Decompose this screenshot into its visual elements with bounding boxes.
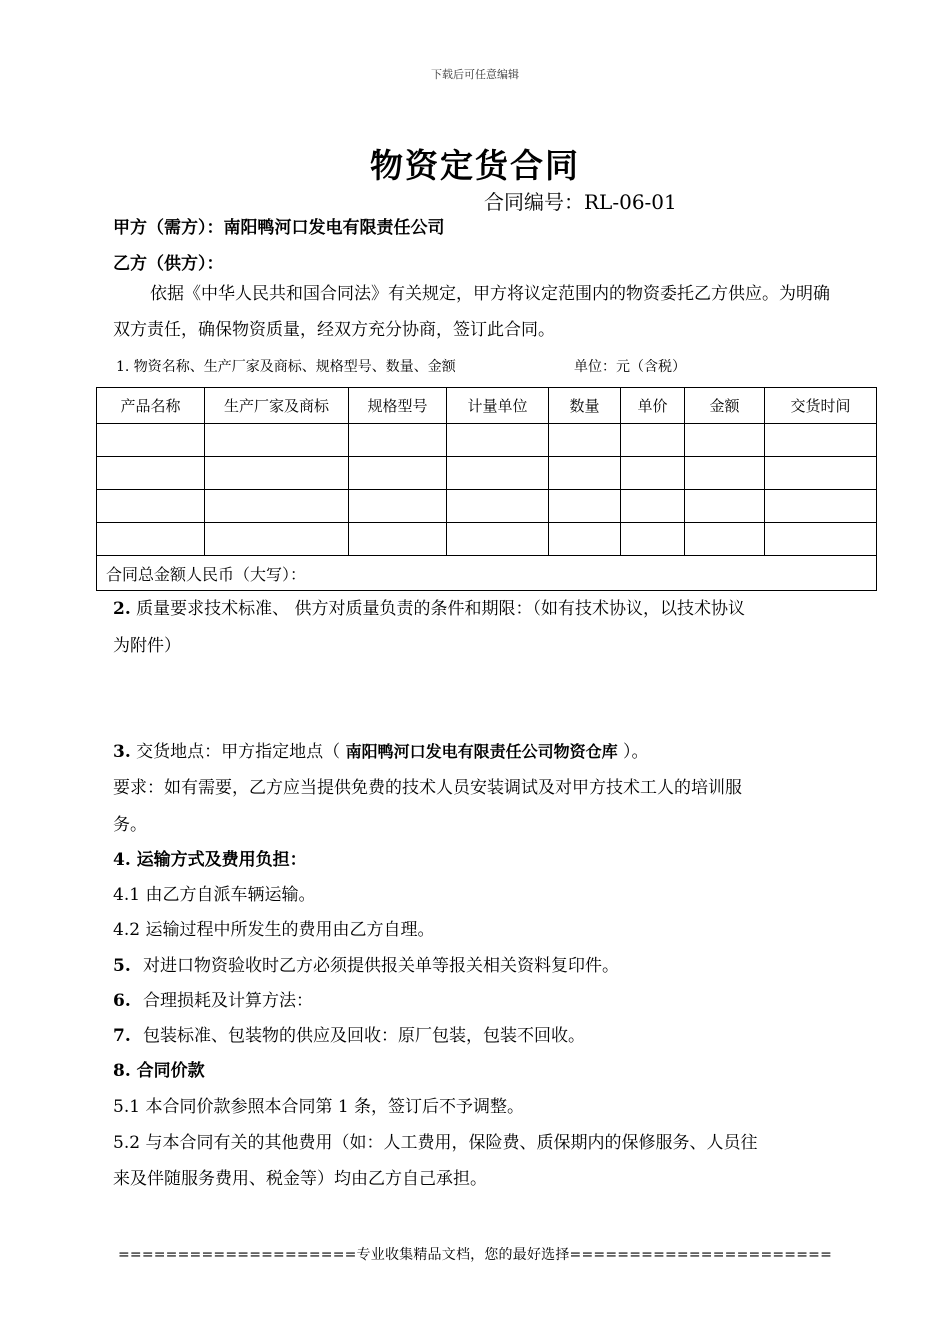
col-unit: 计量单位 — [447, 388, 549, 424]
table-cell[interactable] — [765, 490, 877, 523]
table-cell[interactable] — [205, 457, 349, 490]
table-row — [97, 523, 877, 556]
table-total-row — [97, 556, 877, 591]
goods-table — [96, 387, 877, 591]
col-spec-model: 规格型号 — [349, 388, 447, 424]
table-cell[interactable] — [447, 490, 549, 523]
table-cell[interactable] — [765, 523, 877, 556]
section-3-suffix: ）。 — [617, 742, 649, 762]
table-cell[interactable] — [349, 523, 447, 556]
section-3-line — [113, 737, 648, 762]
section-6-number: 6. — [113, 991, 131, 1011]
section-3-requirement-1: 要求：如有需要，乙方应当提供免费的技术人员安装调试及对甲方技术工人的培训服 — [113, 778, 742, 798]
section-8-item-2-line-2: 来及伴随服务费用、税金等）均由乙方自己承担。 — [113, 1169, 487, 1189]
section-4-title: 4. 运输方式及费用负担： — [113, 850, 307, 870]
section-7 — [113, 1021, 585, 1046]
table-cell[interactable] — [447, 523, 549, 556]
col-manufacturer: 生产厂家及商标 — [205, 388, 349, 424]
table-row — [97, 490, 877, 523]
table-cell[interactable] — [549, 424, 621, 457]
section-1-label: 1. 物资名称、生产厂家及商标、规格型号、数量、金额 — [116, 359, 456, 375]
section-5-number: 5. — [113, 956, 131, 976]
footer-banner: ====================专业收集精品文档，您的最好选择====================== — [117, 1247, 833, 1263]
section-2-number: 2. — [113, 599, 131, 619]
table-cell[interactable] — [205, 424, 349, 457]
section-8-title: 8. 合同价款 — [113, 1061, 205, 1081]
table-cell[interactable] — [685, 490, 765, 523]
col-amount: 金额 — [685, 388, 765, 424]
table-cell[interactable] — [621, 490, 685, 523]
table-cell[interactable] — [549, 490, 621, 523]
header-note: 下载后可任意编辑 — [431, 68, 519, 81]
section-7-text: 包装标准、包装物的供应及回收：原厂包装，包装不回收。 — [143, 1026, 585, 1046]
table-cell[interactable] — [97, 424, 205, 457]
table-cell[interactable] — [765, 424, 877, 457]
table-cell[interactable] — [621, 457, 685, 490]
table-cell[interactable] — [349, 457, 447, 490]
section-5-text: 对进口物资验收时乙方必须提供报关单等报关相关资料复印件。 — [143, 956, 619, 976]
section-2-line-1 — [113, 594, 745, 619]
col-product-name: 产品名称 — [97, 388, 205, 424]
table-cell[interactable] — [97, 457, 205, 490]
document-title: 物资定货合同 — [370, 146, 580, 185]
table-cell[interactable] — [685, 457, 765, 490]
table-cell[interactable] — [549, 523, 621, 556]
section-6-text: 合理损耗及计算方法： — [143, 991, 313, 1011]
table-row — [97, 424, 877, 457]
contract-number: 合同编号：RL-06-01 — [484, 190, 677, 214]
section-8-item-1: 5.1 本合同价款参照本合同第 1 条，签订后不予调整。 — [113, 1097, 525, 1117]
section-2-line-2: 为附件） — [113, 636, 181, 656]
col-delivery-time: 交货时间 — [765, 388, 877, 424]
table-cell[interactable] — [685, 523, 765, 556]
table-cell[interactable] — [205, 490, 349, 523]
delivery-place: 南阳鸭河口发电有限责任公司物资仓库 — [345, 742, 618, 761]
section-5 — [113, 951, 619, 976]
table-cell[interactable] — [765, 457, 877, 490]
table-row — [97, 457, 877, 490]
table-cell[interactable] — [685, 424, 765, 457]
section-6 — [113, 986, 313, 1011]
section-4-item-2: 4.2 运输过程中所发生的费用由乙方自理。 — [113, 920, 435, 940]
table-cell[interactable] — [97, 490, 205, 523]
table-cell[interactable] — [349, 424, 447, 457]
table-cell[interactable] — [447, 457, 549, 490]
table-cell[interactable] — [349, 490, 447, 523]
table-cell[interactable] — [621, 523, 685, 556]
intro-paragraph: 依据《中华人民共和国合同法》有关规定，甲方将议定范围内的物资委托乙方供应。为明确双方责任，确保物资质量，经双方充分协商，签订此合同。 — [113, 284, 830, 340]
section-2-text: 质量要求技术标准、 供方对质量负责的条件和期限：（如有技术协议，以技术协议 — [130, 599, 746, 619]
table-cell[interactable] — [205, 523, 349, 556]
party-a: 甲方（需方）：南阳鸭河口发电有限责任公司 — [113, 218, 445, 238]
section-1-unit: 单位：元（含税） — [574, 359, 686, 375]
section-3-prefix: 交货地点：甲方指定地点（ — [130, 742, 346, 762]
section-3-requirement-2: 务。 — [113, 815, 147, 835]
col-unit-price: 单价 — [621, 388, 685, 424]
section-4-item-1: 4.1 由乙方自派车辆运输。 — [113, 885, 316, 905]
col-quantity: 数量 — [549, 388, 621, 424]
party-b: 乙方（供方）： — [113, 254, 224, 274]
table-header-row — [97, 388, 877, 424]
section-7-number: 7. — [113, 1026, 131, 1046]
table-cell[interactable] — [97, 523, 205, 556]
table-cell[interactable] — [447, 424, 549, 457]
section-3-number: 3. — [113, 742, 131, 762]
total-amount-label: 合同总金额人民币（大写）： — [97, 556, 877, 591]
table-cell[interactable] — [549, 457, 621, 490]
table-cell[interactable] — [621, 424, 685, 457]
section-8-item-2-line-1: 5.2 与本合同有关的其他费用（如：人工费用，保险费、质保期内的保修服务、人员往 — [113, 1133, 758, 1153]
